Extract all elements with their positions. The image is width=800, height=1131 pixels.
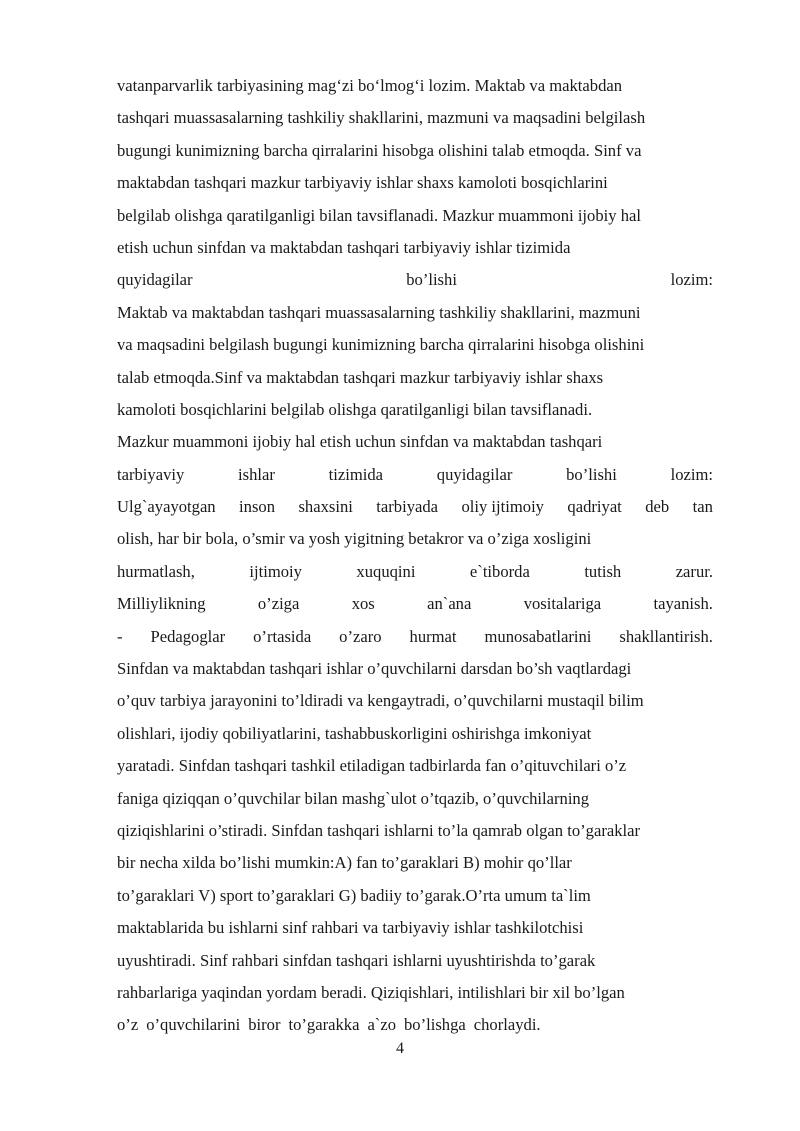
text-line: qiziqishlarini o’stiradi. Sinfdan tashqari ishlarni to’la qamrab olgan to’garaklar [117,820,641,840]
word: quyidagilar [436,464,513,484]
text-line [117,621,713,653]
text-line: olishlari, ijodiy qobiliyatlarini, tashabbuskorligini oshirishga imkoniyat [117,723,592,743]
word: ijtimoiy [249,561,302,581]
word: o’ziga [257,594,300,614]
text-line: Maktab va maktabdan tashqari muassasalarning tashkiliy shakllarini, mazmuni [117,302,641,322]
text-line: va maqsadini belgilash bugungi kunimizning barcha qirralarini hisobga olishini [117,335,645,355]
word: o’rtasida [253,626,312,646]
text-line [117,1009,713,1041]
word: o’zaro [339,626,382,646]
text-line [117,459,713,491]
text-line: talab etmoqda.Sinf va maktabdan tashqari mazkur tarbiyaviy ishlar shaxs [117,367,604,387]
text-line: yaratadi. Sinfdan tashqari tashkil etiladigan tadbirlarda fan o’qituvchilari o’z [117,756,627,776]
word: lozim: [670,270,713,290]
word: an`ana [427,594,472,614]
word: tarbiyaviy [117,464,185,484]
word: tizimida [328,464,384,484]
word: tayanish. [653,594,713,614]
word: Pedagoglar [150,626,226,646]
word: ishlar [238,464,275,484]
word: o’quvchilarini [146,1015,241,1035]
text-line: o’quv tarbiya jarayonini to’ldiradi va kengaytradi, o’quvchilarni mustaqil bilim [117,691,644,711]
word: qadriyat [567,497,622,517]
text-line: tashqari muassasalarning tashkiliy shakllarini, mazmuni va maqsadini belgilash [117,108,646,128]
text-line: olish, har bir bola, o’smir va yosh yigitning betakror va o’ziga xosligini [117,529,592,549]
text-line: rahbarlariga yaqindan yordam beradi. Qiziqishlari, intilishlari bir xil bo’lgan [117,982,625,1002]
word: hurmatlash, [117,561,195,581]
word: - [117,626,123,646]
word: biror [248,1015,281,1035]
text-line: faniga qiziqqan o’quvchilar bilan mashg`ulot o’tqazib, o’quvchilarning [117,788,590,808]
word: zarur. [675,561,713,581]
word: a`zo [367,1015,396,1035]
text-line [117,491,713,523]
body-text [117,70,713,1042]
word: e`tiborda [469,561,530,581]
word: xuquqini [356,561,416,581]
word: tarbiyada [376,497,439,517]
text-line: to’garaklari V) sport to’garaklari G) badiiy to’garak.O’rta umum ta`lim [117,885,591,905]
text-line: bir necha xilda bo’lishi mumkin:A) fan to’garaklari B) mohir qo’llar [117,853,572,873]
text-line: Mazkur muammoni ijobiy hal etish uchun sinfdan va maktabdan tashqari [117,432,603,452]
word: bo’lishi [406,270,457,290]
word: bo’lishi [566,464,617,484]
word: Ulg`ayayotgan [117,497,216,517]
word: vositalariga [523,594,602,614]
word: quyidagilar [117,270,193,290]
page-number: 4 [396,1040,404,1057]
text-line: maktablarida bu ishlarni sinf rahbari va tarbiyaviy ishlar tashkilotchisi [117,918,584,938]
text-line: maktabdan tashqari mazkur tarbiyaviy ishlar shaxs kamoloti bosqichlarini [117,173,608,193]
word: inson [239,497,276,517]
text-line: belgilab olishga qaratilganligi bilan tavsiflanadi. Mazkur muammoni ijobiy hal [117,205,641,225]
text-line: vatanparvarlik tarbiyasining mag‘zi bo‘lmog‘i lozim. Maktab va maktabdan [117,76,623,95]
word: chorlaydi. [473,1015,541,1035]
word: deb [645,497,670,517]
word: bo’lishga [404,1015,466,1035]
word: shakllantirish. [619,626,713,646]
text-line: bugungi kunimizning barcha qirralarini hisobga olishini talab etmoqda. Sinf va [117,140,642,160]
text-line [117,264,713,296]
word: o’z [117,1015,139,1035]
text-line [117,556,713,588]
word: to’garakka [288,1015,360,1035]
word: Milliylikning [117,594,206,614]
text-line: Sinfdan va maktabdan tashqari ishlar o’quvchilarni darsdan bo’sh vaqtlardagi [117,659,632,679]
word: shaxsini [298,497,353,517]
text-line: etish uchun sinfdan va maktabdan tashqari tarbiyaviy ishlar tizimida [117,237,571,257]
text-line: uyushtiradi. Sinf rahbari sinfdan tashqari ishlarni uyushtirishda to’garak [117,950,596,970]
text-line [117,588,713,620]
word: oliy ijtimoiy [461,497,544,517]
word: munosabatlarini [484,626,592,646]
word: tan [692,497,713,517]
word: xos [351,594,375,614]
text-line: kamoloti bosqichlarini belgilab olishga qaratilganligi bilan tavsiflanadi. [117,399,593,419]
word: tutish [584,561,622,581]
word: hurmat [409,626,457,646]
word: lozim: [670,464,713,484]
